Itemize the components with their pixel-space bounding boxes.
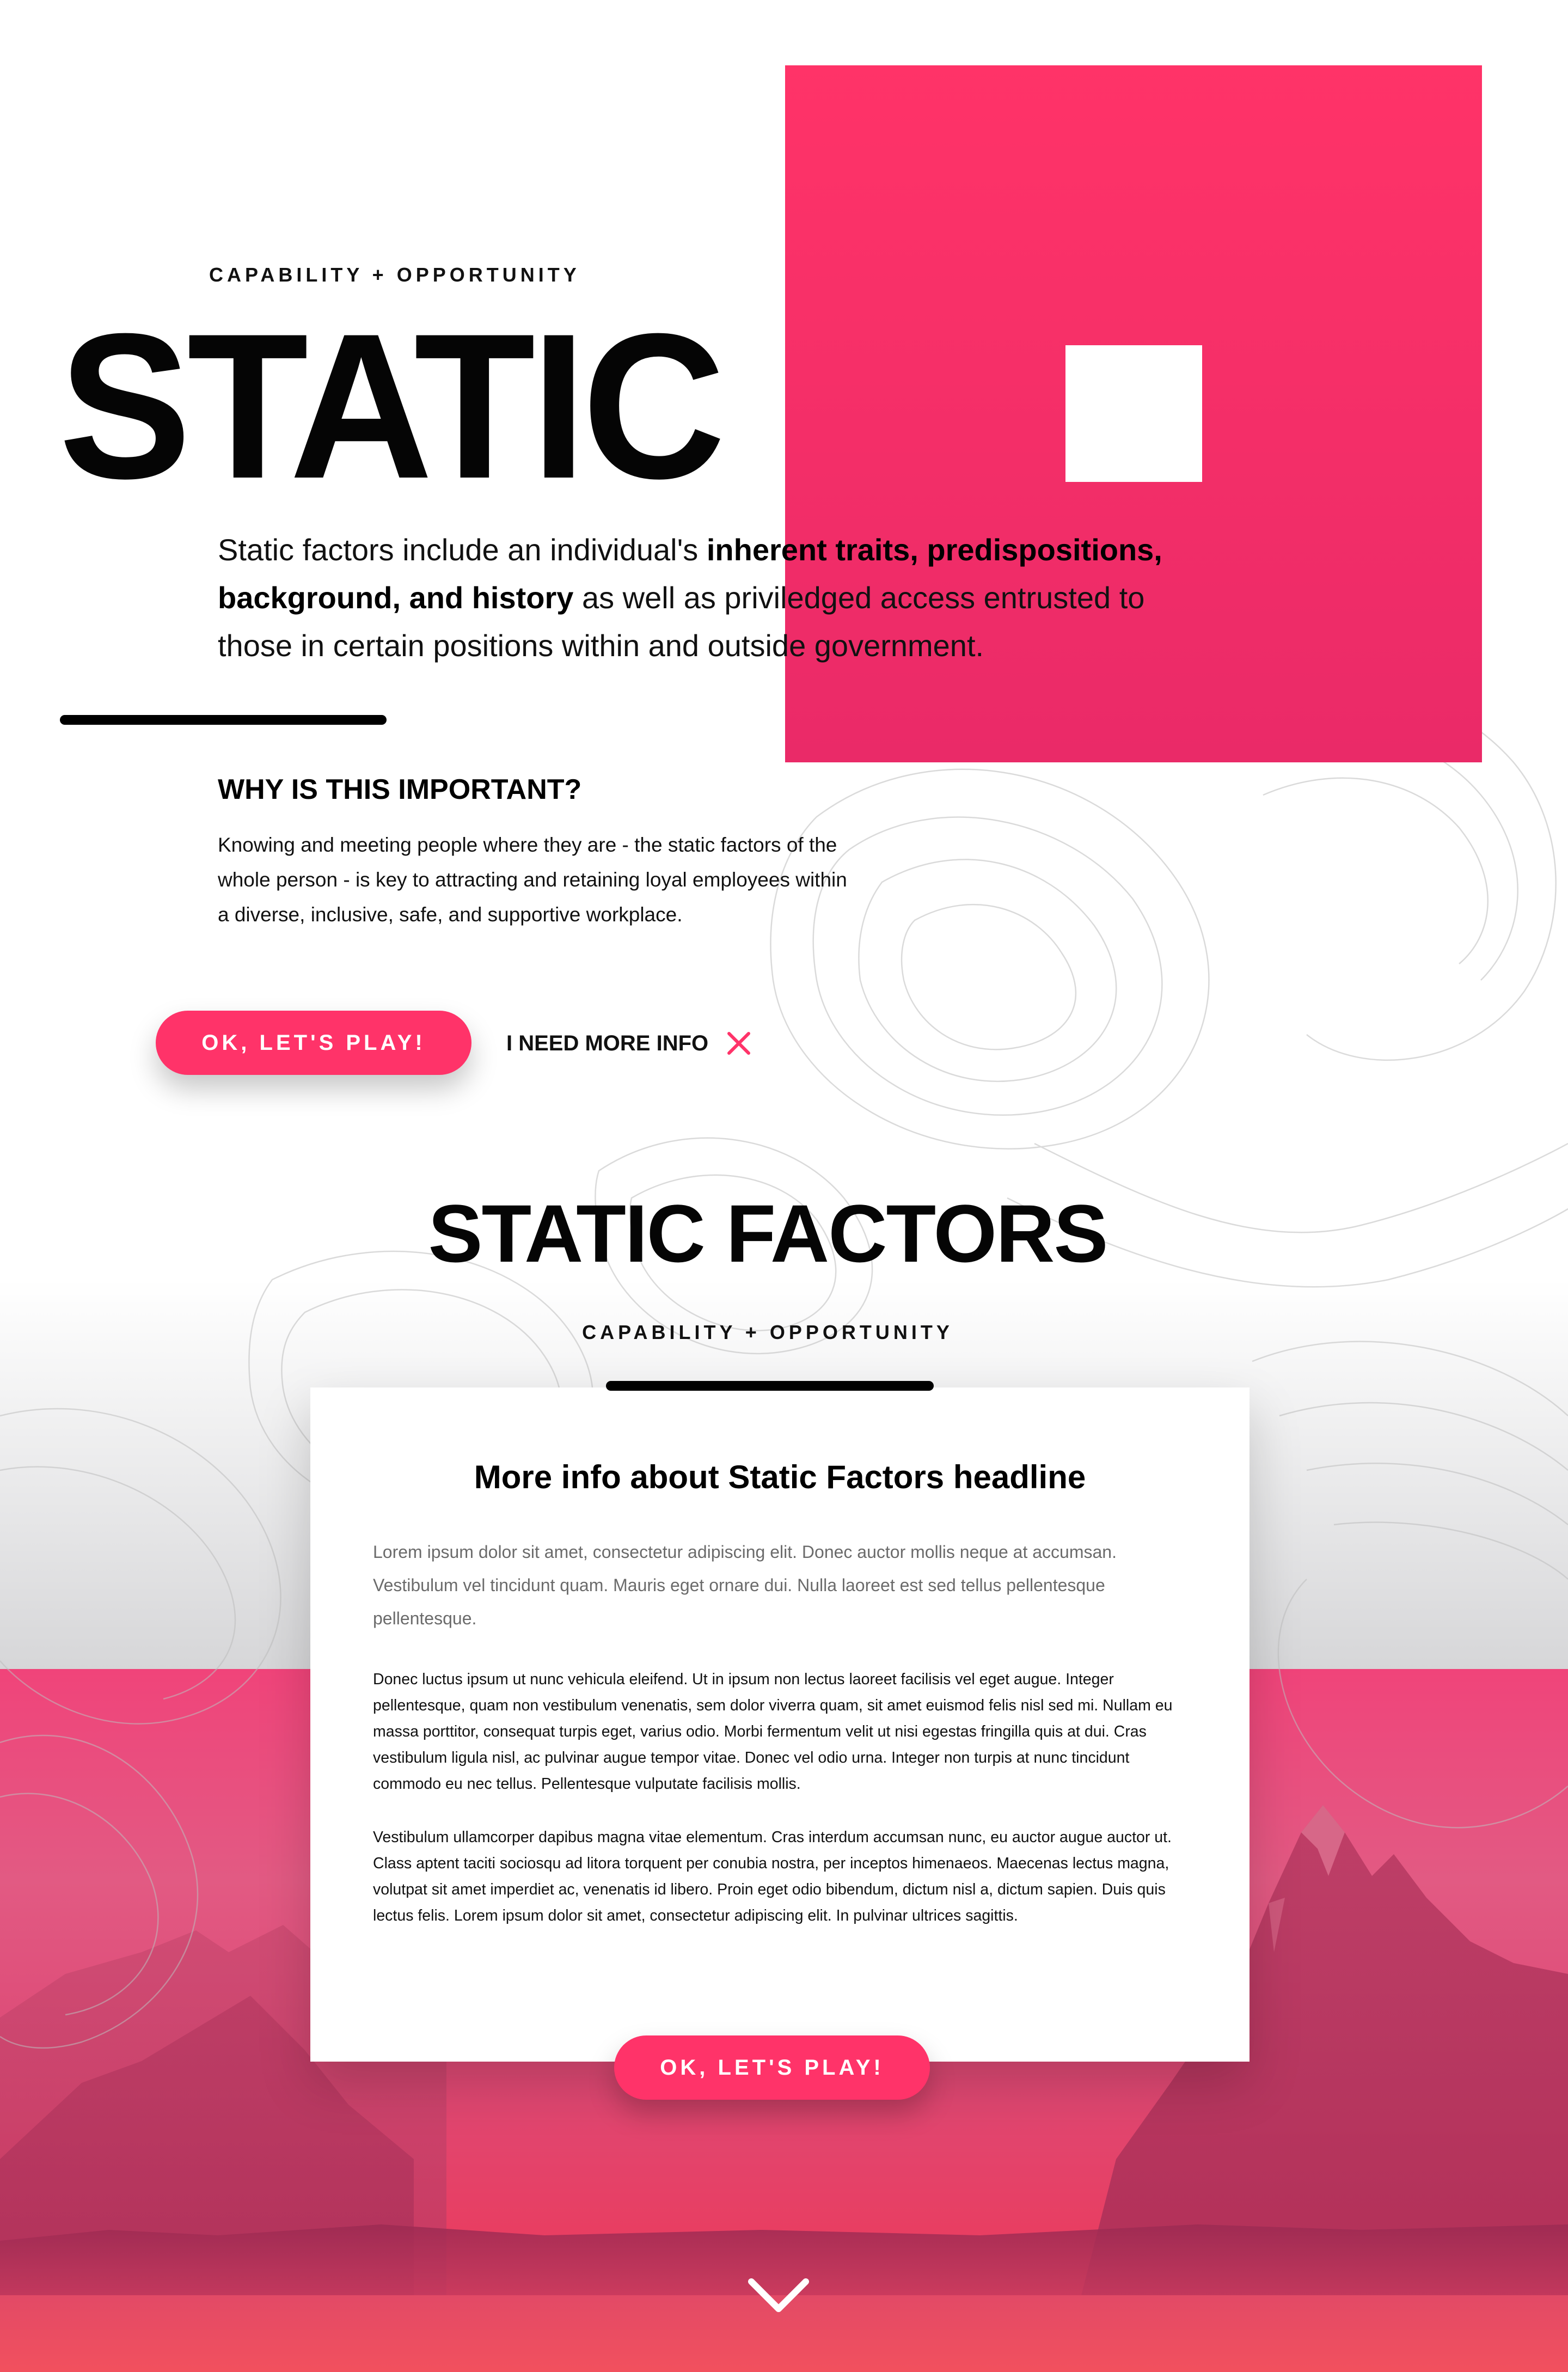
info-card [310, 1387, 1250, 2062]
more-info-label: I NEED MORE INFO [506, 1031, 709, 1055]
card-play-button[interactable]: OK, LET'S PLAY! [614, 2035, 930, 2100]
hero-white-square [1065, 345, 1202, 482]
hero-intro-bold: inherent traits, predispositions, background, and history [218, 533, 1162, 615]
card-lead: Lorem ipsum dolor sit amet, consectetur adipiscing elit. Donec auctor mollis neque at accumsan. Vestibulum vel tincidunt quam. Mauris eget ornare dui. Nulla laoreet est sed tellus pellentesque pellentesque. [373, 1542, 1117, 1628]
hero-play-button[interactable]: OK, LET'S PLAY! [156, 1011, 471, 1075]
section-eyebrow: CAPABILITY + OPPORTUNITY [582, 1321, 953, 1343]
hero-divider [60, 715, 387, 725]
chevron-down-icon[interactable] [746, 2274, 811, 2318]
hero-intro-part2: as well as priviledged access entrusted to those in certain positions within and outside government. [218, 580, 1145, 663]
card-paragraph-1: Donec luctus ipsum ut nunc vehicula eleifend. Ut in ipsum non lectus laoreet facilisis vel eget augue. Integer pellentesque, quam non vestibulum venenatis, sem dolor viverra quam, sit amet euismod felis nisl sed mi. Nullam eu massa porttitor, consequat turpis eget, varius odio. Morbi fermentum velit ut nisi egestas fringilla quis at dui. Cras vestibulum ligula nisl, ac pulvinar augue tempor vitae. Donec vel odio urna. Integer non turpis at nunc tincidunt commodo eu nec tellus. Pellentesque vulputate facilisis mollis. [373, 1671, 1173, 1793]
section-title: STATIC FACTORS [428, 1188, 1107, 1279]
close-icon[interactable] [725, 1029, 753, 1057]
section-divider [606, 1381, 934, 1391]
why-important-body: Knowing and meeting people where they are - the static factors of the whole person - is key to attracting and retaining loyal employees within a diverse, inclusive, safe, and supportive workplace. [218, 834, 847, 926]
more-info-link[interactable] [506, 1029, 753, 1057]
hero-title: STATIC [59, 290, 722, 522]
hero-intro-part1: Static factors include an individual's [218, 533, 707, 567]
card-title: More info about Static Factors headline [474, 1459, 1086, 1495]
card-paragraph-2: Vestibulum ullamcorper dapibus magna vitae elementum. Cras interdum accumsan nunc, eu auctor augue auctor ut. Class aptent taciti sociosqu ad litora torquent per conubia nostra, per inceptos himenaeos. Maecenas lectus magna, volutpat sit amet imperdiet ac, venenatis id libero. Proin eget odio bibendum, dictum nisl a, dictum sapien. Duis quis lectus felis. Lorem ipsum dolor sit amet, consectetur adipiscing elit. In pulvinar ultrices sagittis. [373, 1829, 1172, 1924]
hero-eyebrow: CAPABILITY + OPPORTUNITY [209, 264, 580, 286]
why-important-heading: WHY IS THIS IMPORTANT? [218, 774, 582, 805]
hero-intro [218, 526, 1209, 670]
